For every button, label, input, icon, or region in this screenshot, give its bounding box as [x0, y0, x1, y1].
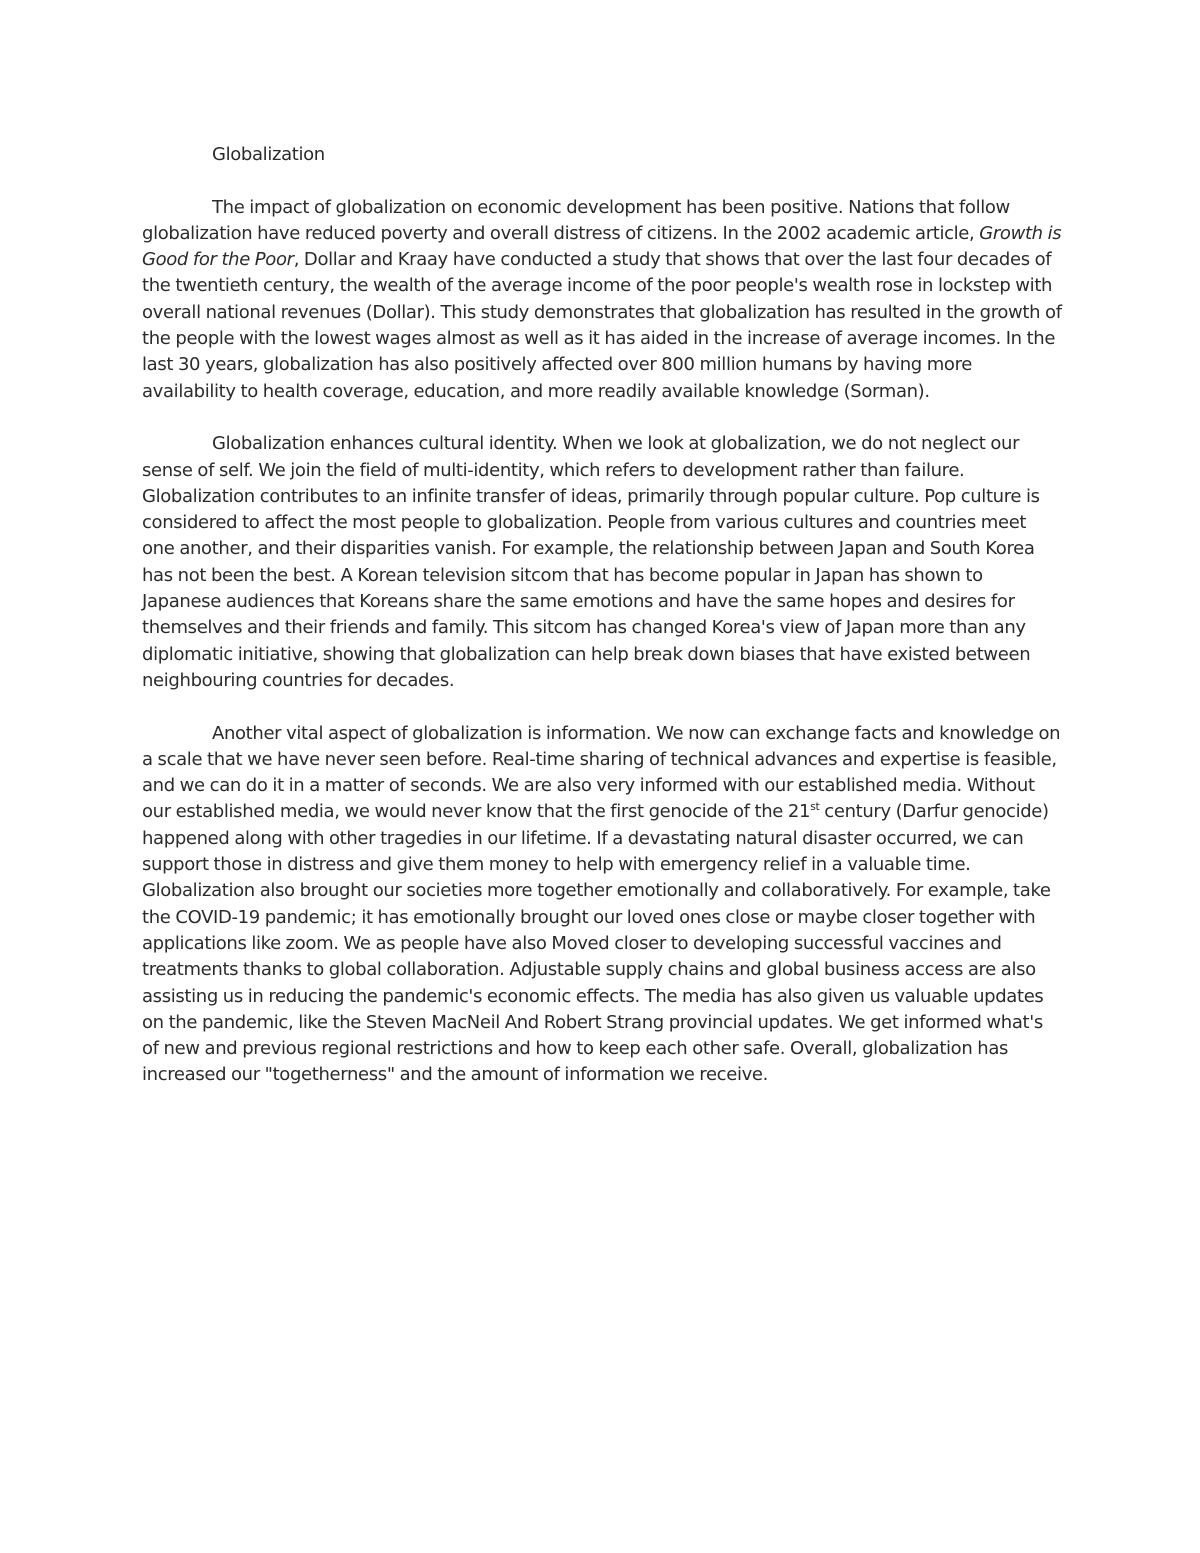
paragraph-information [142, 721, 1062, 1089]
paragraph-economic-development [142, 195, 1062, 405]
article-title-italic: Growth is Good for the Poor [142, 222, 1062, 271]
document-body [142, 142, 1062, 1089]
ordinal-superscript: st [810, 800, 820, 814]
paragraph-1-text-end: , Dollar and Kraay have conducted a study that shows that over the last four decades of the twentieth century, the wealth of the average income of the poor people's wealth rose in lockstep with overall national revenues (Dollar). This study demonstrates that globalization has resulted in the growth of the people with the lowest wages almost as well as it has aided in the increase of average incomes. In the last 30 years, globalization has also positively affected over 800 million humans by having more availability to health coverage, education, and more readily available knowledge (Sorman). [142, 249, 1062, 402]
document-title: Globalization [212, 144, 325, 165]
paragraph-1-text-start: The impact of globalization on economic development has been positive. Nations that follow globalization have reduced poverty and overall distress of citizens. In the 2002 academic article, [142, 196, 1010, 244]
paragraph-3-text-start: Another vital aspect of globalization is information. We now can exchange facts and knowledge on a scale that we have never seen before. Real-time sharing of technical advances and expertise is feasible, and we can do it in a matter of seconds. We are also very informed with our established media. Without our established media, we would never know that the first genocide of the 21 [142, 722, 1061, 823]
paragraph-cultural-identity: Globalization enhances cultural identity. When we look at globalization, we do not neglect our sense of self. We join the field of multi-identity, which refers to development rather than failure. Globalization contributes to an infinite transfer of ideas, primarily through popular culture. Pop culture is considered to affect the most people to globalization. People from various cultures and countries meet one another, and their disparities vanish. For example, the relationship between Japan and South Korea has not been the best. A Korean television sitcom that has become popular in Japan has shown to Japanese audiences that Koreans share the same emotions and have the same hopes and desires for themselves and their friends and family. This sitcom has changed Korea's view of Japan more than any diplomatic initiative, showing that globalization can help break down biases that have existed between neighbouring countries for decades. [142, 433, 1040, 691]
paragraph-3-text-end: century (Darfur genocide) happened along with other tragedies in our lifetime. If a devastating natural disaster occurred, we can support those in distress and give them money to help with emergency relief in a valuable time. Globalization also brought our societies more together emotionally and collaboratively. For example, take the COVID-19 pandemic; it has emotionally brought our loved ones close or maybe closer together with applications like zoom. We as people have also Moved closer to developing successful vaccines and treatments thanks to global collaboration. Adjustable supply chains and global business access are also assisting us in reducing the pandemic's economic effects. The media has also given us valuable updates on the pandemic, like the Steven MacNeil And Robert Strang provincial updates. We get informed what's of new and previous regional restrictions and how to keep each other safe. Overall, globalization has increased our "togetherness" and the amount of information we receive. [142, 801, 1051, 1086]
